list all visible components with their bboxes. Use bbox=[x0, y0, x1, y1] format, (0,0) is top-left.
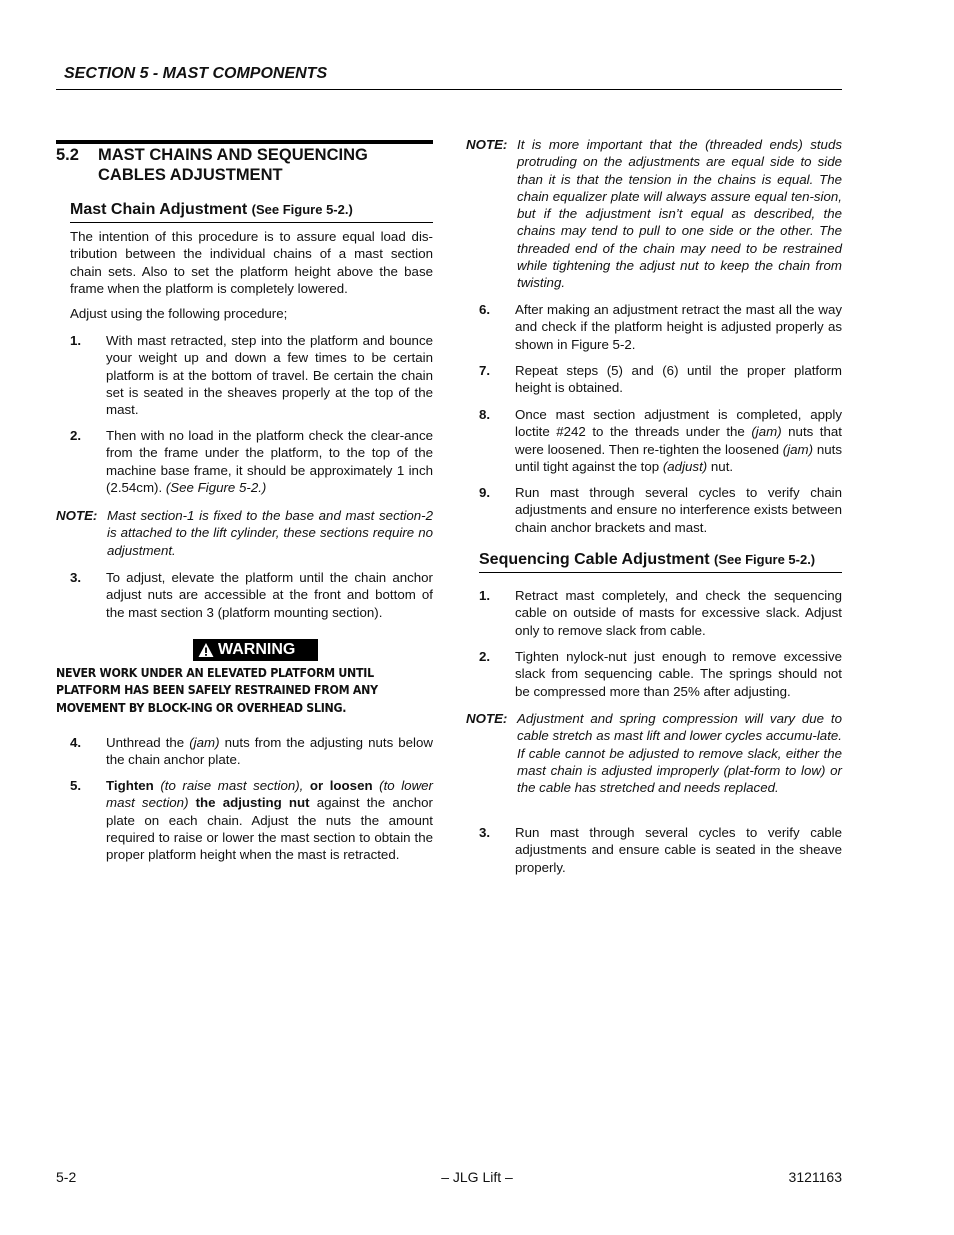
step-5-lower: (to lower mast section) bbox=[106, 778, 433, 811]
step-8-text-d: nut. bbox=[710, 458, 734, 474]
seq-step-1 bbox=[479, 587, 842, 639]
sequencing-heading-ref: (See Figure 5-2.) bbox=[714, 552, 816, 567]
note-1 bbox=[56, 507, 433, 559]
step-text: Tighten nylock-nut just enough to remove excessive slack from sequencing cable. The springs should not be compressed more than 25% after adjusting. bbox=[515, 649, 842, 699]
step-5-rest: against the anchor plate on each chain. Adjust the nuts the amount required to raise or lower the mast section to obtain the proper platform height when the mast is retracted. bbox=[106, 795, 433, 863]
step-5-tighten: Tighten bbox=[106, 778, 154, 793]
step-8-jam1: (jam) bbox=[751, 424, 782, 440]
step-2 bbox=[70, 427, 433, 496]
step-5 bbox=[70, 777, 433, 863]
step-number: 3. bbox=[479, 825, 491, 840]
document-number: 3121163 bbox=[788, 1169, 842, 1185]
page-number: 5-2 bbox=[56, 1169, 77, 1185]
step-4-jam: (jam) bbox=[189, 735, 220, 750]
warning-label: WARNING bbox=[218, 641, 296, 658]
step-number: 9. bbox=[479, 485, 491, 500]
step-number: 2. bbox=[479, 649, 491, 664]
step-5-loosen: or loosen bbox=[309, 778, 373, 793]
mast-chain-heading-ref: (See Figure 5-2.) bbox=[251, 202, 353, 217]
mast-chain-heading bbox=[70, 200, 433, 223]
step-4-text-a: Unthread the bbox=[106, 735, 185, 750]
section-bar bbox=[56, 140, 433, 144]
step-9 bbox=[479, 484, 842, 536]
section-title-line1: MAST CHAINS AND SEQUENCING bbox=[98, 146, 368, 164]
step-8-text-b: nuts that were loosened. Then re-tighten the loosened bbox=[515, 424, 842, 457]
note-3 bbox=[466, 710, 842, 796]
step-text: With mast retracted, step into the platform and bounce your weight up and down a few times to be certain platform is at the bottom of travel. Be certain the chain set is seated in the sheaves properly at the top of the mast. bbox=[106, 333, 433, 418]
step-text bbox=[106, 427, 433, 496]
footer-center: – JLG Lift – bbox=[441, 1169, 513, 1185]
step-text bbox=[106, 777, 433, 863]
step-text: Run mast through several cycles to verify cable adjustments and ensure cable is seated in the sheave properly. bbox=[515, 825, 842, 875]
section-header: SECTION 5 - MAST COMPONENTS bbox=[64, 65, 328, 82]
step-text: Repeat steps (5) and (6) until the proper platform height is obtained. bbox=[515, 363, 842, 396]
step-5-nut: the adjusting nut bbox=[195, 795, 310, 811]
seq-step-3 bbox=[479, 824, 842, 876]
step-8-text-c: nuts until tight against the top bbox=[515, 441, 842, 474]
step-number: 1. bbox=[479, 588, 491, 603]
step-4-text-b: nuts from the adjusting nuts below the chain anchor plate. bbox=[106, 735, 433, 768]
step-8 bbox=[479, 406, 842, 475]
section-title-line2: CABLES ADJUSTMENT bbox=[98, 166, 283, 184]
step-8-jam2: (jam) bbox=[782, 441, 814, 457]
step-8-text-a: Once mast section adjustment is completed, apply loctite #242 to the threads under the bbox=[515, 407, 842, 440]
step-4 bbox=[70, 734, 433, 769]
warning-banner bbox=[193, 639, 318, 661]
warning-triangle-icon bbox=[198, 639, 214, 665]
step-text bbox=[515, 406, 842, 475]
note-label: NOTE: bbox=[56, 508, 98, 523]
note-label: NOTE: bbox=[466, 711, 508, 726]
section-title bbox=[56, 145, 433, 185]
step-text: After making an adjustment retract the mast all the way and check if the platform height is adjusted properly as shown in Figure 5-2. bbox=[515, 302, 842, 352]
step-5-raise: (to raise mast section), bbox=[160, 778, 304, 793]
step-number: 2. bbox=[70, 428, 82, 443]
step-6 bbox=[479, 301, 842, 353]
warning-text: NEVER WORK UNDER AN ELEVATED PLATFORM UNTIL PLATFORM HAS BEEN SAFELY RESTRAINED FROM ANY MOVEMENT BY BLOCK-ING OR OVERHEAD SLING. bbox=[56, 666, 378, 715]
step-8-adjust: (adjust) bbox=[662, 458, 708, 474]
step-number: 3. bbox=[70, 570, 82, 585]
step-2-ref: (See Figure 5-2.) bbox=[165, 479, 267, 495]
step-3 bbox=[70, 569, 433, 621]
step-number: 7. bbox=[479, 363, 491, 378]
step-text: Run mast through several cycles to verify chain adjustments and ensure no interference exists between chain anchor brackets and mast. bbox=[515, 485, 842, 535]
step-number: 6. bbox=[479, 302, 491, 317]
step-7 bbox=[479, 362, 842, 397]
step-number: 5. bbox=[70, 778, 82, 793]
step-1 bbox=[70, 332, 433, 418]
section-number: 5.2 bbox=[56, 146, 79, 164]
step-number: 1. bbox=[70, 333, 82, 348]
header-rule bbox=[56, 89, 842, 90]
step-number: 8. bbox=[479, 407, 491, 422]
mast-chain-intro: The intention of this procedure is to assure equal load dis-tribution between the individual chains of a mast section chain sets. Also to set the platform height above the base frame when the platform is completely lowered. bbox=[70, 229, 433, 296]
step-text: To adjust, elevate the platform until the chain anchor adjust nuts are accessible at the front and bottom of the mast section 3 (platform mounting section). bbox=[106, 570, 433, 620]
sequencing-heading bbox=[479, 550, 842, 573]
note-2 bbox=[466, 136, 842, 292]
step-text: Retract mast completely, and check the sequencing cable on outside of masts for excessive slack. Adjust only to remove slack from cable. bbox=[515, 588, 842, 638]
step-number: 4. bbox=[70, 735, 82, 750]
step-2-text: Then with no load in the platform check the clear-ance from the frame under the platform, to the top of the machine base frame, it should be approximately 1 inch (2.54cm). bbox=[106, 428, 433, 495]
note-text: Mast section-1 is fixed to the base and mast section-2 is attached to the lift cylinder, these sections require no adjustment. bbox=[107, 508, 433, 558]
mast-chain-heading-text: Mast Chain Adjustment bbox=[70, 201, 248, 218]
sequencing-heading-text: Sequencing Cable Adjustment bbox=[479, 551, 710, 568]
seq-step-2 bbox=[479, 648, 842, 700]
adjust-procedure: Adjust using the following procedure; bbox=[70, 306, 288, 321]
note-label: NOTE: bbox=[466, 137, 508, 152]
note-text: It is more important that the (threaded ends) studs protruding on the adjustments are equal side to side than it is that the tension in the chains is equal. The chain equalizer plate will always assure equal ten-sion, but if the adjustment isn’t equal as described, the chains may tend to pull to one side or the other. The threaded end of the chain may need to be restrained while tightening the adjust nut to keep the chain from twisting. bbox=[517, 137, 842, 291]
step-text bbox=[106, 734, 433, 769]
note-text: Adjustment and spring compression will vary due to cable stretch as mast lift and lower cycles accumu-late. If cable cannot be adjusted to remove slack, either the mast chain is adjusted improperly (plat-form to low) or the cable has stretched and needs replaced. bbox=[517, 711, 842, 796]
